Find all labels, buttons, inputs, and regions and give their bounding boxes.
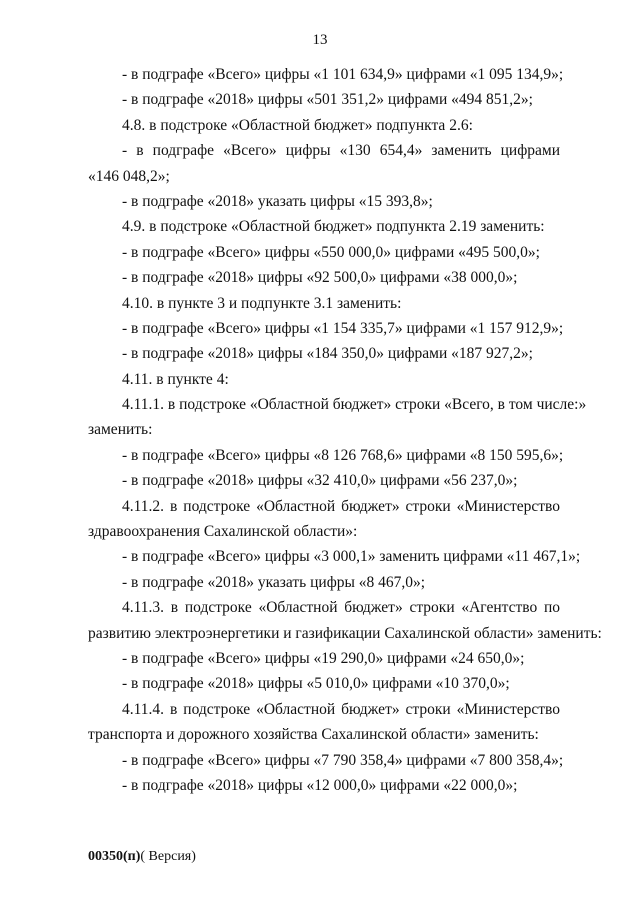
text-line: - в подграфе «Всего» цифры «1 154 335,7» цифрами «1 157 912,9»; bbox=[122, 319, 564, 337]
text-line: 4.11.4. в подстроке «Областной бюджет» строки «Министерство bbox=[122, 700, 560, 718]
text-line: 4.10. в пункте 3 и подпункте 3.1 заменить: bbox=[122, 294, 402, 312]
document-body bbox=[88, 62, 602, 798]
text-line: 4.9. в подстроке «Областной бюджет» подпункта 2.19 заменить: bbox=[122, 218, 545, 236]
text-line: 4.8. в подстроке «Областной бюджет» подпункта 2.6: bbox=[122, 116, 473, 134]
text-line: - в подграфе «2018» цифры «12 000,0» цифрами «22 000,0»; bbox=[122, 776, 518, 794]
text-line: - в подграфе «2018» цифры «32 410,0» цифрами «56 237,0»; bbox=[122, 472, 518, 490]
text-line: - в подграфе «Всего» цифры «550 000,0» цифрами «495 500,0»; bbox=[122, 243, 540, 261]
document-version: ( Версия) bbox=[140, 849, 196, 864]
text-line: развитию электроэнергетики и газификации Сахалинской области» заменить: bbox=[88, 624, 602, 642]
text-line: 4.11.2. в подстроке «Областной бюджет» строки «Министерство bbox=[122, 497, 560, 515]
text-line: - в подграфе «Всего» цифры «19 290,0» цифрами «24 650,0»; bbox=[122, 649, 525, 667]
document-footer bbox=[88, 849, 196, 865]
text-line: транспорта и дорожного хозяйства Сахалинской области» заменить: bbox=[88, 726, 539, 744]
text-line: - в подграфе «2018» указать цифры «15 393,8»; bbox=[122, 192, 433, 210]
document-code: 00350(п) bbox=[88, 849, 141, 864]
text-line: «146 048,2»; bbox=[88, 167, 170, 185]
text-line: - в подграфе «2018» цифры «92 500,0» цифрами «38 000,0»; bbox=[122, 269, 518, 287]
text-line: 4.11. в пункте 4: bbox=[122, 370, 229, 388]
text-line: - в подграфе «2018» цифры «5 010,0» цифрами «10 370,0»; bbox=[122, 675, 510, 693]
text-line: - в подграфе «Всего» цифры «1 101 634,9» цифрами «1 095 134,9»; bbox=[122, 66, 564, 83]
text-line: 4.11.3. в подстроке «Областной бюджет» строки «Агентство по bbox=[122, 599, 560, 617]
text-line: здравоохранения Сахалинской области»: bbox=[88, 523, 358, 541]
text-line: - в подграфе «2018» цифры «184 350,0» цифрами «187 927,2»; bbox=[122, 345, 533, 363]
text-line: - в подграфе «2018» указать цифры «8 467,0»; bbox=[122, 573, 426, 591]
text-line: 4.11.1. в подстроке «Областной бюджет» строки «Всего, в том числе:» bbox=[122, 396, 587, 414]
text-line: - в подграфе «2018» цифры «501 351,2» цифрами «494 851,2»; bbox=[122, 91, 533, 109]
text-line: - в подграфе «Всего» цифры «130 654,4» заменить цифрами bbox=[122, 142, 560, 160]
text-line: - в подграфе «Всего» цифры «3 000,1» заменить цифрами «11 467,1»; bbox=[122, 548, 581, 566]
text-line: - в подграфе «Всего» цифры «7 790 358,4» цифрами «7 800 358,4»; bbox=[122, 751, 564, 769]
text-line: - в подграфе «Всего» цифры «8 126 768,6» цифрами «8 150 595,6»; bbox=[122, 446, 564, 464]
page-number: 13 bbox=[312, 32, 328, 48]
text-line: заменить: bbox=[88, 421, 153, 439]
